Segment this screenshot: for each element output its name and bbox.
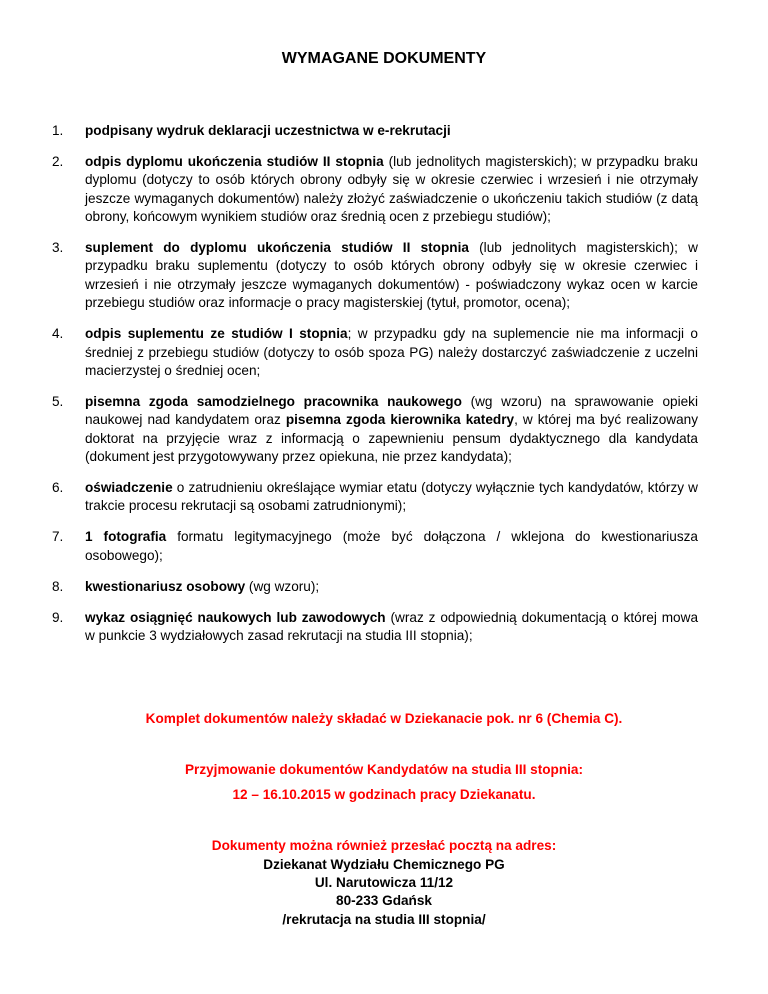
list-item (52, 578, 698, 596)
list-item-text: , w której ma być realizowany doktorat na przyjęcie wraz z informacją o zapewnieniu pensum dydaktycznego dla kandydata (dokument jest przygotowywany przez opiekuna, nie przez kandydata); (85, 412, 698, 465)
list-item-bold-text: odpis dyplomu ukończenia studiów II stopnia (85, 153, 384, 169)
list-item (52, 479, 698, 516)
list-item-number: 1. (52, 123, 64, 138)
list-item-bold-text: kwestionariusz osobowy (85, 578, 246, 594)
list-item-number: 4. (52, 326, 64, 342)
list-item-number: 5. (52, 393, 64, 409)
list-item (52, 325, 698, 380)
list-item-text: (wg wzoru); (245, 578, 320, 594)
list-item-text: (wg wzoru) na sprawowanie opieki naukowej nad kandydatem oraz (85, 393, 698, 428)
list-item-number: 9. (52, 609, 64, 625)
list-item-bold-text: wykaz osiągnięć naukowych lub zawodowych (85, 609, 386, 625)
list-item (52, 153, 698, 227)
list-item-text: (lub jednolitych magisterskich); w przypadku braku suplementu (dotyczy to osób których obrony odbyły się w okresie czerwiec i wrzesień i nie otrzymały jeszcze wymaganych dokumentów) - poświadczony wykaz ocen w karcie przebiegu studiów oraz informacje o pracy magisterskiej (tytuł, promotor, ocena); (85, 240, 698, 311)
list-item (52, 393, 698, 467)
list-item (52, 609, 698, 646)
list-item-number: 8. (52, 578, 64, 594)
address-line-4: /rekrutacja na studia III stopnia/ (282, 911, 486, 927)
list-item-bold-text: oświadczenie (85, 480, 173, 495)
notice-accept: Przyjmowanie dokumentów Kandydatów na studia III stopnia: (184, 762, 584, 777)
notice-dates: 12 – 16.10.2015 w godzinach pracy Dziekanatu. (232, 787, 536, 802)
list-item-text: o zatrudnieniu określające wymiar etatu (dotyczy wyłącznie tych kandydatów, którzy w trakcie procesu rekrutacji są osobami zatrudnionymi); (85, 480, 698, 514)
list-item-text: (wraz z odpowiednią dokumentacją o której mowa w punkcie 3 wydziałowych zasad rekrutacji na studia III stopnia); (85, 609, 698, 643)
page-title: WYMAGANE DOKUMENTY (281, 50, 487, 67)
address-line-3: 80-233 Gdańsk (336, 893, 432, 909)
list-item-number: 7. (52, 529, 64, 545)
list-item (52, 528, 698, 565)
list-item (52, 239, 698, 313)
list-item-number: 3. (52, 240, 64, 256)
required-documents-list (52, 122, 698, 658)
list-item-bold-text: odpis suplementu ze studiów I stopnia (85, 326, 348, 342)
list-item-number: 6. (52, 480, 64, 495)
list-item-bold-text: pisemna zgoda kierownika katedry (285, 412, 515, 428)
address-line-1: Dziekanat Wydziału Chemicznego PG (263, 857, 505, 872)
postal-address (0, 856, 768, 929)
list-item (52, 122, 698, 140)
list-item-bold-text: 1 fotografia (85, 529, 167, 545)
notice-where: Komplet dokumentów należy składać w Dziekanacie pok. nr 6 (Chemia C). (145, 711, 623, 726)
list-item-bold-text: podpisany wydruk deklaracji uczestnictwa w e-rekrutacji (85, 123, 451, 138)
list-item-text: ; w przypadku gdy na suplemencie nie ma informacji o średniej z przebiegu studiów (dotyczy to osób spoza PG) należy dostarczyć zaświadczenie z uczelni macierzystej o średniej ocen; (85, 326, 698, 378)
address-line-2: Ul. Narutowicza 11/12 (314, 875, 454, 891)
list-item-bold-text: suplement do dyplomu ukończenia studiów II stopnia (85, 240, 469, 256)
list-item-text: (lub jednolitych magisterskich); w przypadku braku dyplomu (dotyczy to osób których obrony odbyły się w okresie czerwiec i wrzesień i nie otrzymały jeszcze wymaganych dokumentów) należy złożyć zaświadczenie o ukończeniu takich studiów (z datą obrony, końcowym wynikiem studiów oraz średnią ocen z przebiegu studiów); (85, 153, 698, 225)
list-item-text: formatu legitymacyjnego (może być dołączona / wklejona do kwestionariusza osobowego); (85, 529, 698, 563)
list-item-number: 2. (52, 153, 64, 169)
notice-post: Dokumenty można również przesłać pocztą na adres: (211, 838, 557, 853)
list-item-bold-text: pisemna zgoda samodzielnego pracownika naukowego (85, 393, 462, 409)
